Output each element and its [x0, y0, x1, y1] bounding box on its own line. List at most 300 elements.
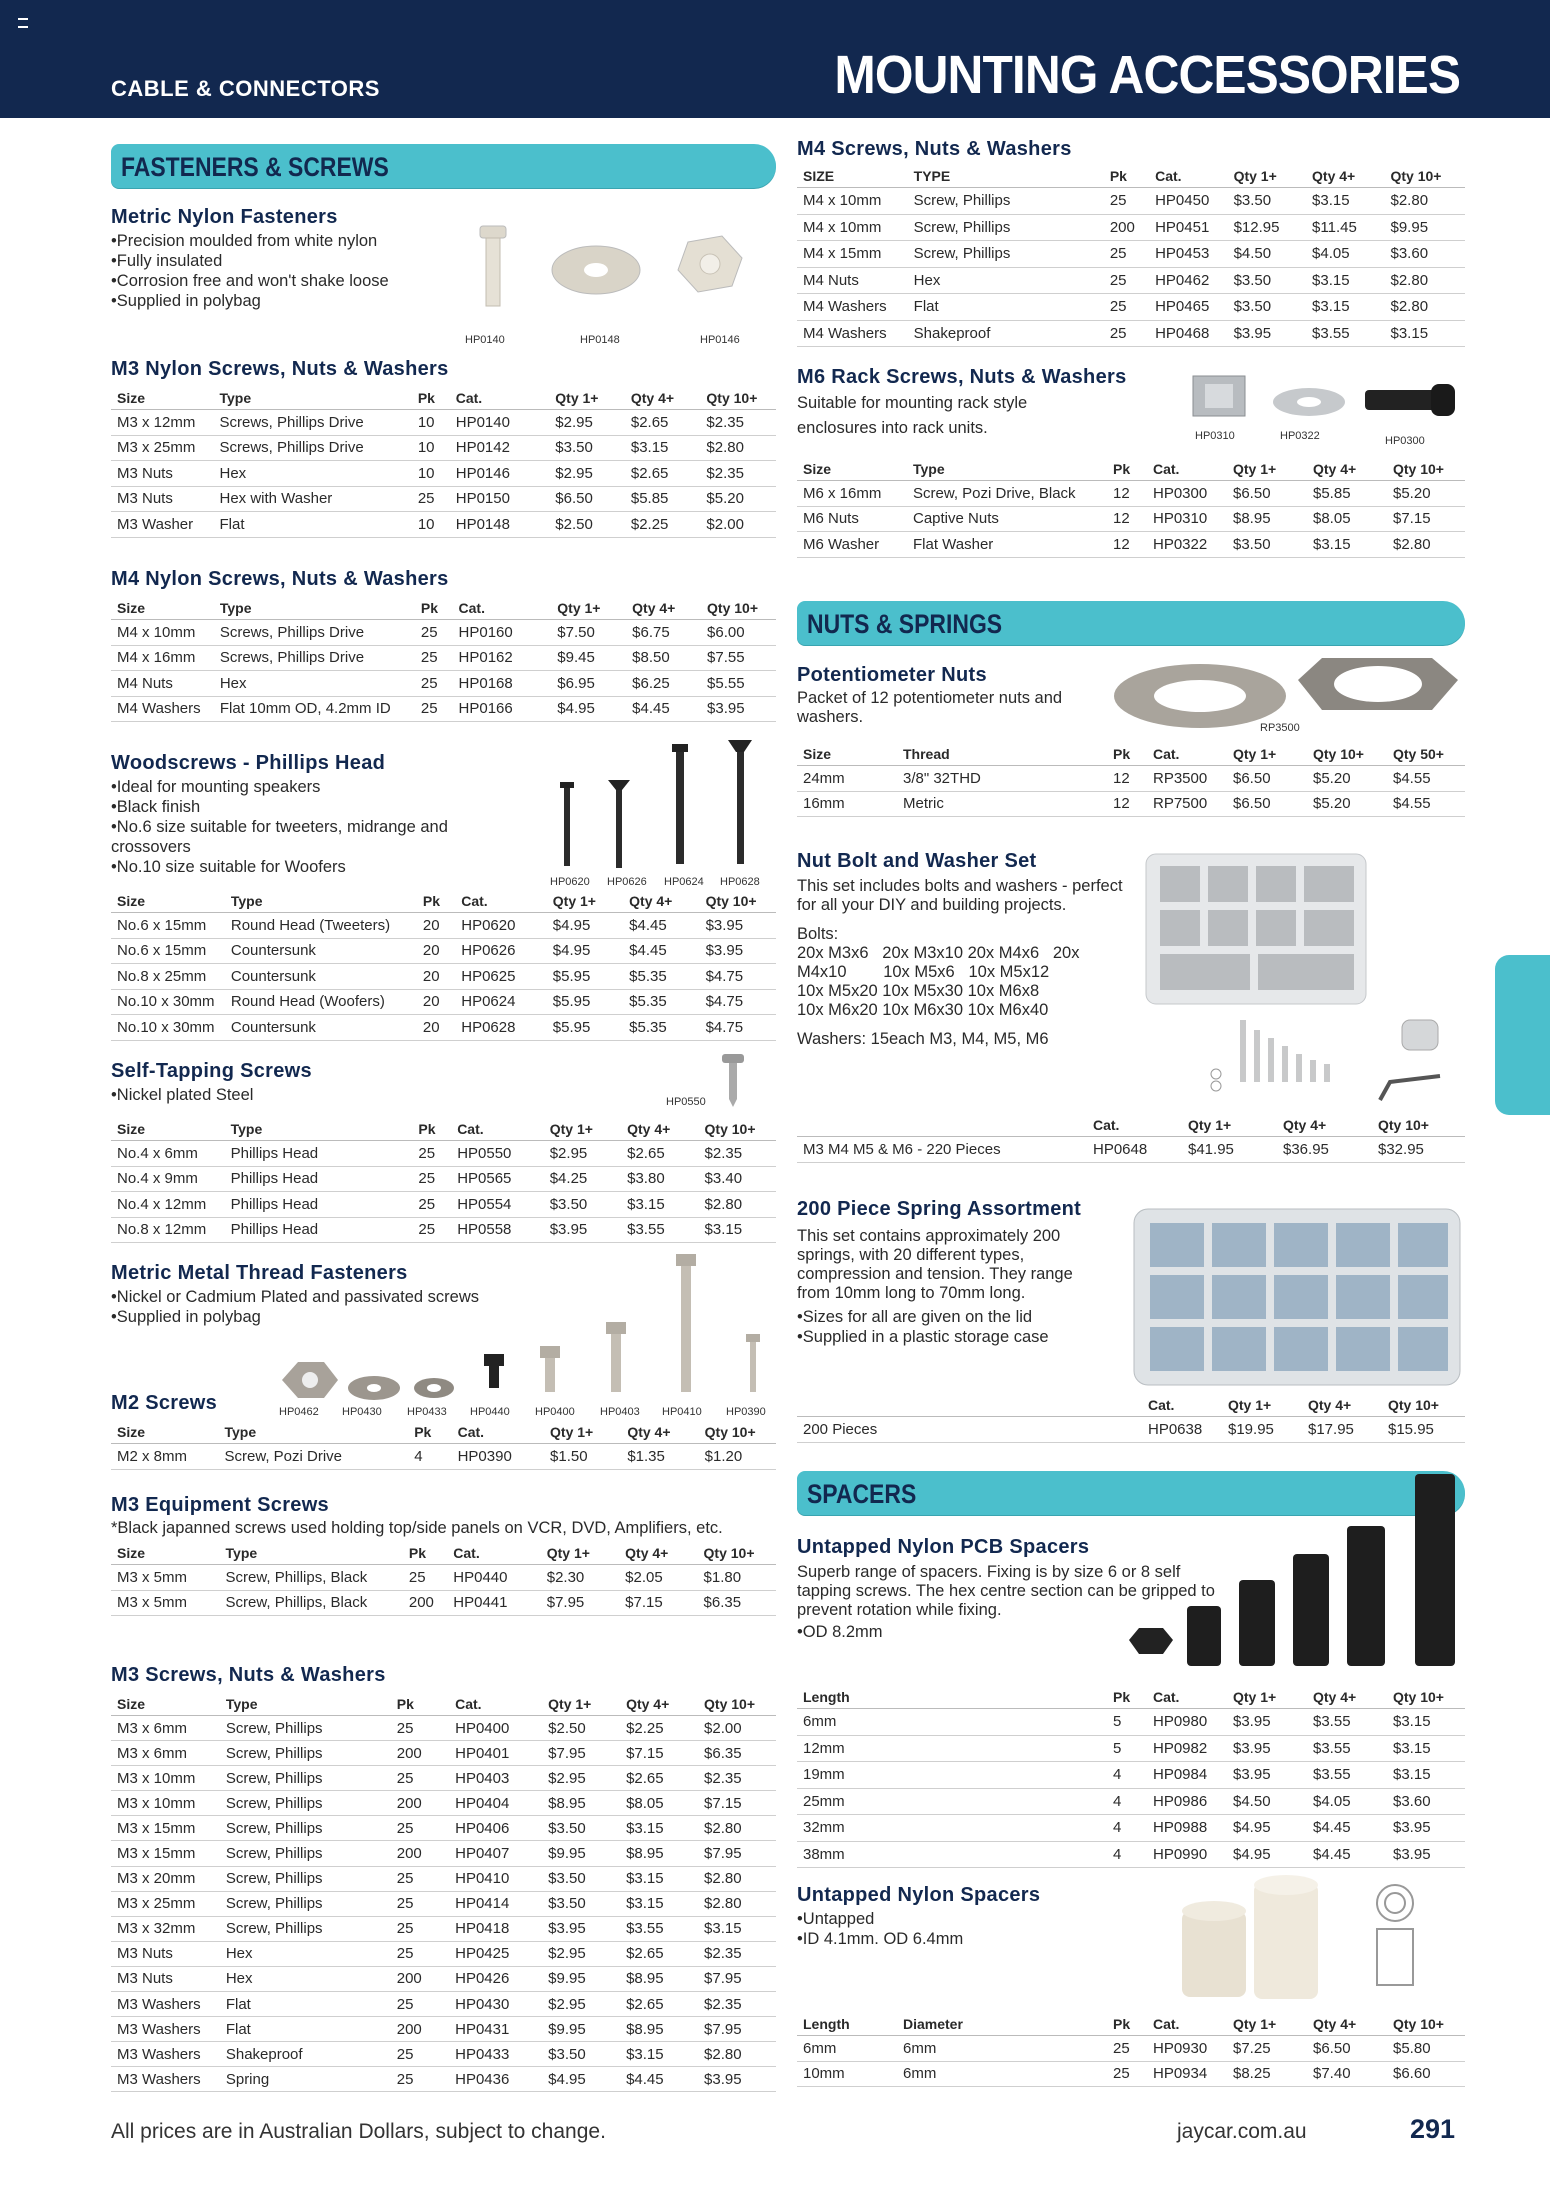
table-cell: Flat Washer [907, 532, 1107, 558]
table-cell: HP0988 [1147, 1815, 1227, 1842]
bullet-item: • No.10 size suitable for Woofers [111, 857, 531, 877]
bullet-item: • Ideal for mounting speakers [111, 777, 531, 797]
nylon-spacers-image [1180, 1875, 1470, 2005]
table-cell: $7.25 [1227, 2036, 1307, 2062]
m4-nylon-section [111, 568, 776, 722]
table-cell: $7.15 [1387, 506, 1465, 532]
table-row [111, 435, 776, 461]
spring-table-wrap [797, 1394, 1465, 1443]
table-cell: M3 x 6mm [111, 1716, 220, 1741]
table-header-row [111, 387, 776, 410]
column-header: Type [214, 597, 415, 620]
table-cell: M3 x 25mm [111, 435, 213, 461]
table-cell: $2.00 [698, 1716, 776, 1741]
m3-equipment-section [111, 1494, 776, 1616]
column-header: Qty 4+ [1307, 458, 1387, 481]
m6-table-wrap [797, 458, 1465, 558]
table-cell: 25 [1104, 294, 1149, 321]
table-cell: $4.75 [700, 964, 776, 990]
table-cell: $1.50 [544, 1444, 621, 1470]
table-row [797, 241, 1465, 268]
woodscrews-section [111, 752, 531, 877]
column-header: Qty 1+ [544, 1421, 621, 1444]
table-cell: M2 x 8mm [111, 1444, 218, 1470]
table-cell: $8.95 [542, 1791, 620, 1816]
table-cell: $7.15 [619, 1590, 697, 1616]
description: This set includes bolts and washers - perfect for all your DIY and building projects. [797, 877, 1123, 914]
table-cell: $4.45 [1307, 1841, 1387, 1868]
table-cell: HP0406 [449, 1816, 542, 1841]
column-header: Qty 1+ [544, 1118, 621, 1141]
table-cell: Screw, Phillips [220, 1766, 391, 1791]
table-cell: 25 [1104, 320, 1149, 347]
table-cell: $8.95 [620, 2017, 698, 2042]
table-cell: Shakeproof [908, 320, 1104, 347]
table-cell: $7.95 [698, 2017, 776, 2042]
table-cell: Shakeproof [220, 2042, 391, 2067]
bolts-label: Bolts: [797, 925, 839, 943]
table-cell: 10 [412, 410, 450, 436]
table-cell: $11.45 [1306, 214, 1384, 241]
table-cell: $8.25 [1227, 2061, 1307, 2087]
table-cell: 25 [391, 2067, 449, 2092]
table-cell: $8.50 [626, 645, 701, 671]
table-cell: $2.35 [698, 1992, 776, 2017]
pot-table-wrap [797, 743, 1465, 817]
table-cell: 200 [403, 1590, 447, 1616]
table-cell: $4.75 [700, 989, 776, 1015]
table-row [111, 1966, 776, 1991]
table-cell: HP0628 [455, 1015, 547, 1041]
bullet-item: • Nickel or Cadmium Plated and passivated screws [111, 1287, 631, 1307]
table-row [111, 989, 776, 1015]
table-cell: $5.95 [547, 964, 623, 990]
column-header: Qty 4+ [1277, 1114, 1372, 1137]
table-cell: HP0431 [449, 2017, 542, 2042]
table-cell: 25 [391, 1716, 449, 1741]
table-cell: 200 [391, 1966, 449, 1991]
product-code: HP0550 [666, 1096, 706, 1108]
column-header: Thread [897, 743, 1107, 766]
table-cell: M4 x 10mm [797, 214, 908, 241]
price-table [797, 743, 1465, 817]
nylon-fasteners-image [470, 220, 780, 320]
table-cell: $4.95 [551, 696, 626, 722]
table-cell: $2.80 [698, 2042, 776, 2067]
table-cell: No.6 x 15mm [111, 938, 225, 964]
table-cell: $3.15 [620, 1816, 698, 1841]
table-row [111, 1217, 776, 1243]
table-cell: 4 [1107, 1788, 1147, 1815]
table-cell: $3.15 [1306, 267, 1384, 294]
table-cell: M3 Washer [111, 512, 213, 538]
table-cell: 200 [391, 1791, 449, 1816]
bullet-item: • No.6 size suitable for tweeters, midrange and crossovers [111, 817, 531, 857]
table-cell: HP0166 [453, 696, 552, 722]
table-cell: Screw, Phillips [220, 1716, 391, 1741]
table-row [797, 294, 1465, 321]
column-header: Qty 10+ [700, 387, 776, 410]
table-cell: Metric [897, 791, 1107, 817]
side-index-tab[interactable] [1495, 955, 1550, 1115]
table-cell: 20 [417, 989, 455, 1015]
table-header-row [797, 1394, 1465, 1417]
column-header: Cat. [450, 387, 550, 410]
table-cell: M3 Washers [111, 2067, 220, 2092]
table-cell: HP0162 [453, 645, 552, 671]
table-cell: $5.35 [623, 989, 699, 1015]
column-header: Cat. [1147, 458, 1227, 481]
table-cell: $17.95 [1302, 1417, 1382, 1443]
product-code: HP0400 [535, 1406, 575, 1418]
column-header: Qty 4+ [621, 1421, 698, 1444]
table-cell: $4.95 [1227, 1815, 1307, 1842]
section-title: Nut Bolt and Washer Set [797, 850, 1037, 872]
woodscrews-table-wrap [111, 890, 776, 1041]
product-code: HP0390 [726, 1406, 766, 1418]
table-cell: $6.50 [1307, 2036, 1387, 2062]
table-cell: HP0468 [1149, 320, 1227, 347]
table-cell: 25 [1107, 2061, 1147, 2087]
table-cell: Countersunk [225, 1015, 417, 1041]
table-cell: 200 [391, 2017, 449, 2042]
table-cell: 4 [1107, 1841, 1147, 1868]
table-cell: 4 [408, 1444, 451, 1470]
column-header: Size [111, 1118, 225, 1141]
table-cell: $3.15 [1387, 1709, 1465, 1736]
table-cell: $3.55 [621, 1217, 698, 1243]
column-header: Length [797, 2013, 897, 2036]
table-cell: 20 [417, 938, 455, 964]
bullet-item: • ID 4.1mm. OD 6.4mm [797, 1929, 1097, 1949]
table-cell: $3.60 [1387, 1788, 1465, 1815]
table-cell: $3.60 [1385, 241, 1466, 268]
table-cell: $9.95 [1385, 214, 1466, 241]
spring-section [797, 1198, 1127, 1347]
table-row [797, 188, 1465, 215]
table-cell: 25 [1107, 2036, 1147, 2062]
table-cell: Screw, Phillips [220, 1741, 391, 1766]
table-cell: HP0436 [449, 2067, 542, 2092]
table-cell: Spring [220, 2067, 391, 2092]
table-cell: RP3500 [1147, 766, 1227, 792]
column-header: Qty 10+ [698, 1542, 776, 1565]
table-cell: Countersunk [225, 964, 417, 990]
product-code: HP0322 [1280, 430, 1320, 442]
table-cell: $6.50 [1227, 481, 1307, 507]
bullet-list [797, 1622, 1127, 1642]
table-cell: Screw, Phillips, Black [220, 1590, 403, 1616]
table-cell: $6.00 [701, 620, 776, 646]
table-cell: $3.95 [700, 913, 776, 939]
column-header: Qty 10+ [1387, 1686, 1465, 1709]
table-cell: No.8 x 25mm [111, 964, 225, 990]
bullet-item: • Black finish [111, 797, 531, 817]
price-table [797, 2013, 1465, 2087]
banner-label: NUTS & SPRINGS [807, 609, 1003, 639]
table-cell: $3.95 [1227, 1735, 1307, 1762]
table-cell: $32.95 [1372, 1137, 1465, 1163]
table-cell: $6.75 [626, 620, 701, 646]
table-cell: M3 Nuts [111, 1966, 220, 1991]
table-cell: M3 Nuts [111, 1941, 220, 1966]
banner-label: SPACERS [807, 1479, 917, 1509]
table-cell: M3 x 15mm [111, 1841, 220, 1866]
column-header: Cat. [1147, 743, 1227, 766]
table-cell: 12 [1107, 791, 1147, 817]
column-header: Size [111, 1693, 220, 1716]
table-cell: $7.95 [698, 1841, 776, 1866]
table-cell: $3.50 [544, 1192, 621, 1218]
table-cell: $2.30 [541, 1565, 619, 1591]
price-table [797, 1686, 1465, 1868]
column-header: Cat. [1147, 1686, 1227, 1709]
table-cell: $8.95 [620, 1966, 698, 1991]
table-row [111, 1444, 776, 1470]
nut-bolt-table-wrap [797, 1114, 1465, 1163]
table-cell: 200 [391, 1841, 449, 1866]
table-row [111, 671, 776, 697]
bullet-item: • Supplied in a plastic storage case [797, 1327, 1127, 1347]
table-cell: $3.95 [701, 696, 776, 722]
table-header-row [111, 1421, 776, 1444]
table-cell: Phillips Head [225, 1217, 413, 1243]
table-cell: $6.35 [698, 1741, 776, 1766]
table-row [111, 1941, 776, 1966]
table-cell: Screw, Phillips [908, 241, 1104, 268]
table-cell: HP0148 [450, 512, 550, 538]
column-header: Pk [391, 1693, 449, 1716]
column-header: Cat. [455, 890, 547, 913]
table-cell: $2.95 [542, 1766, 620, 1791]
table-cell: 20 [417, 1015, 455, 1041]
column-header [797, 1394, 1142, 1417]
table-cell: $3.15 [1385, 320, 1466, 347]
column-header: Qty 4+ [625, 387, 701, 410]
section-title: Self-Tapping Screws [111, 1060, 312, 1082]
table-cell: HP0403 [449, 1766, 542, 1791]
table-row [111, 913, 776, 939]
table-cell: $2.35 [700, 410, 776, 436]
bullet-item: • Untapped [797, 1909, 1097, 1929]
table-cell: $4.95 [547, 913, 623, 939]
menu-icon[interactable] [18, 18, 28, 28]
table-cell: Phillips Head [225, 1141, 413, 1167]
table-cell: $2.65 [620, 1766, 698, 1791]
table-cell: 25 [415, 696, 453, 722]
section-title: Woodscrews - Phillips Head [111, 752, 386, 774]
table-row [797, 214, 1465, 241]
table-cell: $6.35 [698, 1590, 776, 1616]
column-header: Qty 50+ [1387, 743, 1465, 766]
table-row [111, 1866, 776, 1891]
table-cell: M3 x 5mm [111, 1590, 220, 1616]
column-header: Size [797, 458, 907, 481]
price-table [111, 1693, 776, 2092]
m3-nylon-section [111, 358, 776, 538]
table-row [111, 1891, 776, 1916]
page-title: MOUNTING ACCESSORIES [834, 45, 1460, 105]
section-title: M6 Rack Screws, Nuts & Washers [797, 366, 1127, 388]
column-header: Cat. [1149, 165, 1227, 188]
left-column [111, 144, 776, 188]
table-cell: $3.15 [1307, 532, 1387, 558]
column-header: Size [111, 1421, 218, 1444]
column-header: Qty 10+ [701, 597, 776, 620]
table-cell: $3.95 [1228, 320, 1306, 347]
column-header: Cat. [1147, 2013, 1227, 2036]
table-cell: Screw, Phillips, Black [220, 1565, 403, 1591]
table-cell: Hex [908, 267, 1104, 294]
table-cell: Phillips Head [225, 1192, 413, 1218]
table-header-row [797, 165, 1465, 188]
column-header: Cat. [1142, 1394, 1222, 1417]
table-cell: $7.95 [541, 1590, 619, 1616]
table-row [797, 1709, 1465, 1736]
table-cell: No.10 x 30mm [111, 1015, 225, 1041]
price-table [797, 458, 1465, 558]
table-cell: 12 [1107, 766, 1147, 792]
column-header: Cat. [449, 1693, 542, 1716]
section-title: M2 Screws [111, 1392, 218, 1414]
section-title: 200 Piece Spring Assortment [797, 1198, 1082, 1220]
bullet-list [797, 1909, 1097, 1949]
table-row [797, 1417, 1465, 1443]
column-header: Length [797, 1686, 1107, 1709]
metric-nylon-section [111, 206, 451, 311]
table-header-row [111, 1118, 776, 1141]
table-cell: $2.80 [698, 1866, 776, 1891]
table-cell: HP0934 [1147, 2061, 1227, 2087]
table-cell: 25 [412, 1217, 451, 1243]
description: Packet of 12 potentiometer nuts and washers. [797, 689, 1063, 726]
table-cell: HP0300 [1147, 481, 1227, 507]
banner-label: FASTENERS & SCREWS [121, 152, 389, 182]
table-cell: 25mm [797, 1788, 1107, 1815]
table-cell: $2.65 [620, 1992, 698, 2017]
nut-bolt-set-image [1140, 850, 1470, 1110]
metal-fasteners-image [276, 1250, 776, 1405]
table-cell: HP0984 [1147, 1762, 1227, 1789]
table-cell: HP0433 [449, 2042, 542, 2067]
column-header: Qty 1+ [1227, 2013, 1307, 2036]
footer-site-link[interactable]: jaycar.com.au [1177, 2120, 1307, 2143]
price-table [797, 165, 1465, 347]
table-cell: HP0160 [453, 620, 552, 646]
table-cell: 5 [1107, 1735, 1147, 1762]
table-cell: $8.95 [1227, 506, 1307, 532]
column-header: Pk [1104, 165, 1149, 188]
bolts-line: M4x10 10x M5x6 10x M5x12 [797, 963, 1050, 981]
column-header: Size [111, 1542, 220, 1565]
product-code: HP0146 [700, 334, 740, 346]
table-cell: $2.80 [1385, 267, 1466, 294]
table-header-row [111, 597, 776, 620]
table-cell: Flat [908, 294, 1104, 321]
table-cell: 10mm [797, 2061, 897, 2087]
table-cell: $5.95 [547, 1015, 623, 1041]
price-table [797, 1394, 1465, 1443]
table-cell: 3/8" 32THD [897, 766, 1107, 792]
table-cell: M4 Nuts [797, 267, 908, 294]
table-cell: 25 [391, 1916, 449, 1941]
table-cell: $8.05 [620, 1791, 698, 1816]
table-row [111, 410, 776, 436]
column-header: Type [225, 1118, 413, 1141]
table-cell: $19.95 [1222, 1417, 1302, 1443]
table-cell: Screw, Phillips [220, 1816, 391, 1841]
table-cell: $2.50 [549, 512, 625, 538]
table-cell: 25 [403, 1565, 447, 1591]
table-row [797, 267, 1465, 294]
table-cell: Flat [220, 1992, 391, 2017]
table-cell: $2.95 [549, 461, 625, 487]
table-cell: HP0418 [449, 1916, 542, 1941]
table-cell: HP0150 [450, 486, 550, 512]
table-cell: $3.50 [542, 1866, 620, 1891]
table-cell: No.6 x 15mm [111, 913, 225, 939]
table-row [797, 791, 1465, 817]
table-cell: 25 [391, 2042, 449, 2067]
table-cell: $3.55 [1307, 1762, 1387, 1789]
table-cell: 6mm [797, 1709, 1107, 1736]
column-header: Qty 1+ [547, 890, 623, 913]
table-cell: $4.45 [623, 938, 699, 964]
column-header: Qty 1+ [541, 1542, 619, 1565]
self-tapping-section [111, 1060, 511, 1105]
bullet-item: • Precision moulded from white nylon [111, 231, 451, 251]
bullet-item: • OD 8.2mm [797, 1622, 1127, 1642]
table-cell: $5.85 [625, 486, 701, 512]
column-header: Qty 4+ [1306, 165, 1384, 188]
table-cell: M3 M4 M5 & M6 - 220 Pieces [797, 1137, 1087, 1163]
table-cell: $2.95 [542, 1992, 620, 2017]
table-row [111, 1741, 776, 1766]
table-row [111, 486, 776, 512]
table-cell: $3.95 [544, 1217, 621, 1243]
table-cell: HP0930 [1147, 2036, 1227, 2062]
table-cell: $5.95 [547, 989, 623, 1015]
woodscrews-image [550, 740, 780, 875]
table-cell: $1.20 [699, 1444, 776, 1470]
table-cell: Hex with Washer [213, 486, 411, 512]
table-cell: HP0146 [450, 461, 550, 487]
table-cell: $4.25 [544, 1166, 621, 1192]
table-cell: $15.95 [1382, 1417, 1465, 1443]
table-cell: 19mm [797, 1762, 1107, 1789]
table-row [797, 506, 1465, 532]
pcb-spacers-image [1125, 1470, 1470, 1680]
table-cell: HP0390 [452, 1444, 544, 1470]
table-cell: HP0425 [449, 1941, 542, 1966]
table-cell: Hex [214, 671, 415, 697]
table-cell: 25 [391, 1992, 449, 2017]
description: This set contains approximately 200 springs, with 20 different types, compression and tension. They range from 10mm long to 70mm long. [797, 1227, 1073, 1302]
table-row [111, 1565, 776, 1591]
table-header-row [797, 1686, 1465, 1709]
table-cell: Screw, Phillips [220, 1916, 391, 1941]
table-cell: $9.95 [542, 2017, 620, 2042]
table-cell: $3.50 [542, 1891, 620, 1916]
pcb-table-wrap [797, 1686, 1465, 1868]
table-cell: 200 [1104, 214, 1149, 241]
table-row [111, 1716, 776, 1741]
bullet-item: • Fully insulated [111, 251, 451, 271]
table-cell: HP0620 [455, 913, 547, 939]
table-cell: $1.80 [698, 1565, 776, 1591]
table-cell: $2.35 [698, 1941, 776, 1966]
table-cell: Screw, Pozi Drive [218, 1444, 408, 1470]
